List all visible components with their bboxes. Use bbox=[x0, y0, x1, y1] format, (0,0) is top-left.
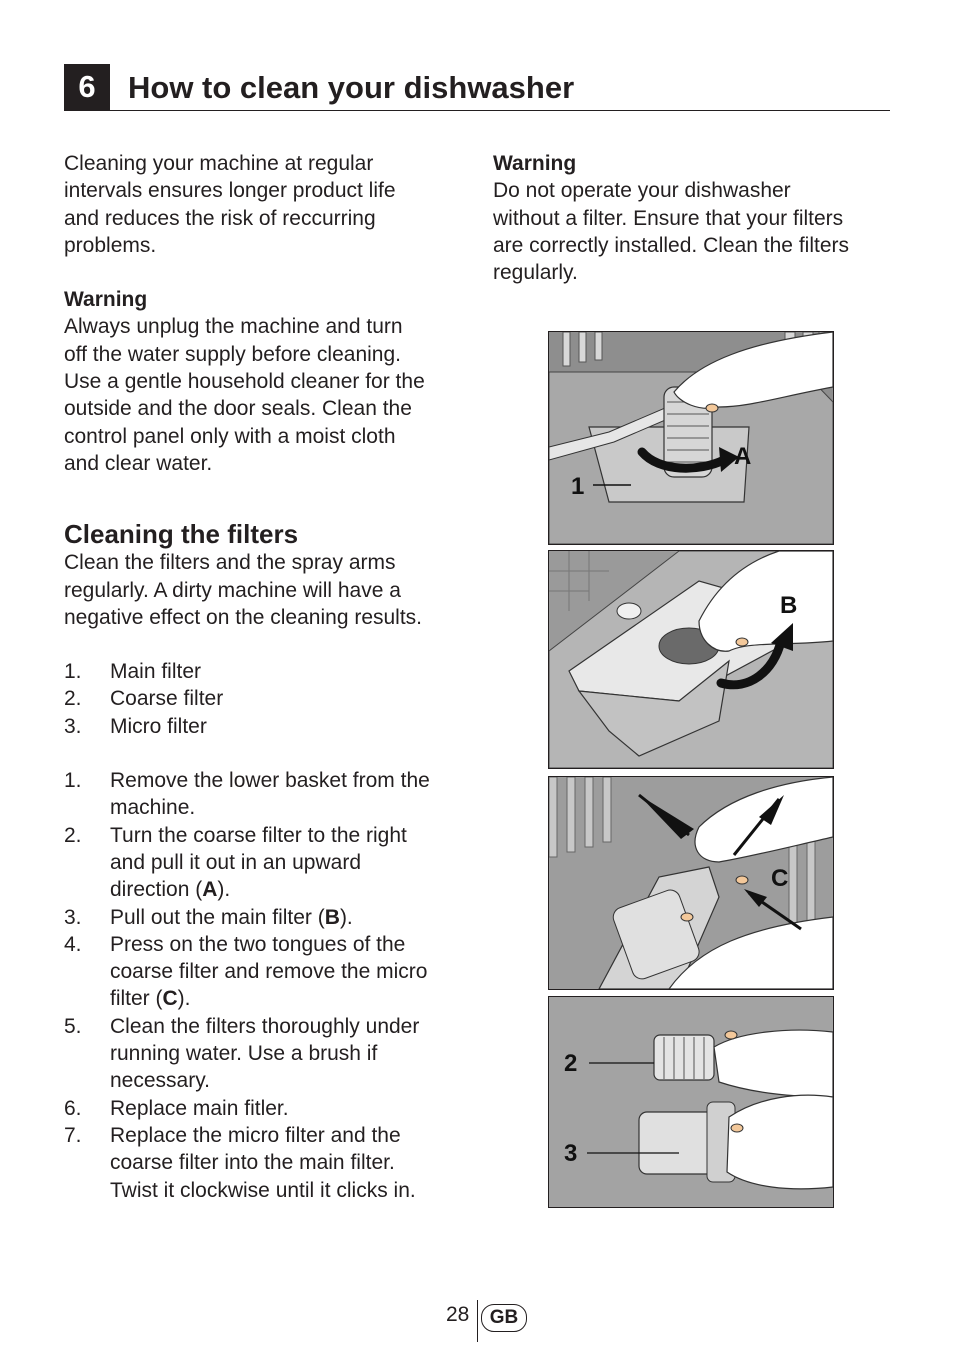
page-number: 28 bbox=[446, 1303, 470, 1326]
warning-line: Use a gentle household cleaner for the bbox=[64, 370, 425, 394]
warning-line: Do not operate your dishwasher bbox=[493, 179, 791, 203]
part-label-3: 3 bbox=[564, 1140, 578, 1167]
language-badge: GB bbox=[481, 1304, 527, 1332]
warning-line: Always unplug the machine and turn bbox=[64, 315, 403, 339]
figure-pull-main-filter bbox=[548, 550, 834, 769]
list-item: 2. Coarse filter bbox=[64, 687, 224, 711]
filters-line: Clean the filters and the spray arms bbox=[64, 551, 396, 575]
footer-divider bbox=[477, 1300, 478, 1342]
arrow-label-a: A bbox=[734, 443, 752, 470]
section-number: 6 bbox=[64, 64, 110, 110]
warning-line: regularly. bbox=[493, 261, 578, 285]
left-column bbox=[64, 150, 464, 1204]
list-item: 3. Micro filter bbox=[64, 714, 207, 738]
warning-heading: Warning bbox=[64, 288, 148, 312]
filters-line: negative effect on the cleaning results. bbox=[64, 605, 423, 629]
intro-line: Cleaning your machine at regular bbox=[64, 152, 374, 175]
intro-line: and reduces the risk of reccurring bbox=[64, 206, 376, 230]
filters-line: regularly. A dirty machine will have a bbox=[64, 578, 401, 602]
intro-paragraph bbox=[64, 150, 464, 259]
warning-line: are correctly installed. Clean the filters bbox=[493, 233, 849, 257]
list-item: 6. Replace main fitler. bbox=[64, 1096, 289, 1120]
figure-filter-parts bbox=[548, 996, 834, 1208]
warning-line: off the water supply before cleaning. bbox=[64, 342, 401, 366]
part-label-1: 1 bbox=[571, 473, 585, 500]
warning-line: and clear water. bbox=[64, 451, 213, 475]
warning-line: outside and the door seals. Clean the bbox=[64, 397, 412, 421]
filters-text bbox=[64, 549, 464, 631]
list-item: 1. Remove the lower basket from the machine. bbox=[64, 769, 430, 820]
right-column bbox=[493, 150, 893, 286]
warning-text bbox=[64, 313, 464, 477]
list-item: 7. Replace the micro filter and the coarse filter into the main filter. Twist it clockwise until it clicks in. bbox=[64, 1123, 416, 1202]
list-item: 4. Press on the two tongues of the coarse filter and remove the micro filter (C). bbox=[64, 932, 428, 1011]
warning-heading: Warning bbox=[493, 152, 577, 175]
arrow-label-b: B bbox=[780, 592, 798, 619]
steps-list bbox=[64, 767, 464, 1204]
list-item: 1. Main filter bbox=[64, 660, 202, 684]
list-item: 2. Turn the coarse filter to the right and pull it out in an upward direction (A). bbox=[64, 823, 407, 902]
list-item: 5. Clean the filters thoroughly under running water. Use a brush if necessary. bbox=[64, 1014, 420, 1093]
figure-remove-micro-filter bbox=[548, 776, 834, 990]
arrow-label-c: C bbox=[771, 865, 789, 892]
warning-line: without a filter. Ensure that your filters bbox=[493, 206, 844, 230]
parts-list bbox=[64, 658, 464, 740]
filters-heading: Cleaning the filters bbox=[64, 519, 299, 550]
section-title: How to clean your dishwasher bbox=[128, 70, 575, 105]
intro-line: intervals ensures longer product life bbox=[64, 179, 396, 203]
section-header bbox=[64, 64, 890, 111]
intro-line: problems. bbox=[64, 233, 157, 257]
figure-remove-coarse-filter bbox=[548, 331, 834, 545]
warning-line: control panel only with a moist cloth bbox=[64, 424, 396, 448]
part-label-2: 2 bbox=[564, 1050, 578, 1077]
list-item: 3. Pull out the main filter (B). bbox=[64, 905, 353, 929]
